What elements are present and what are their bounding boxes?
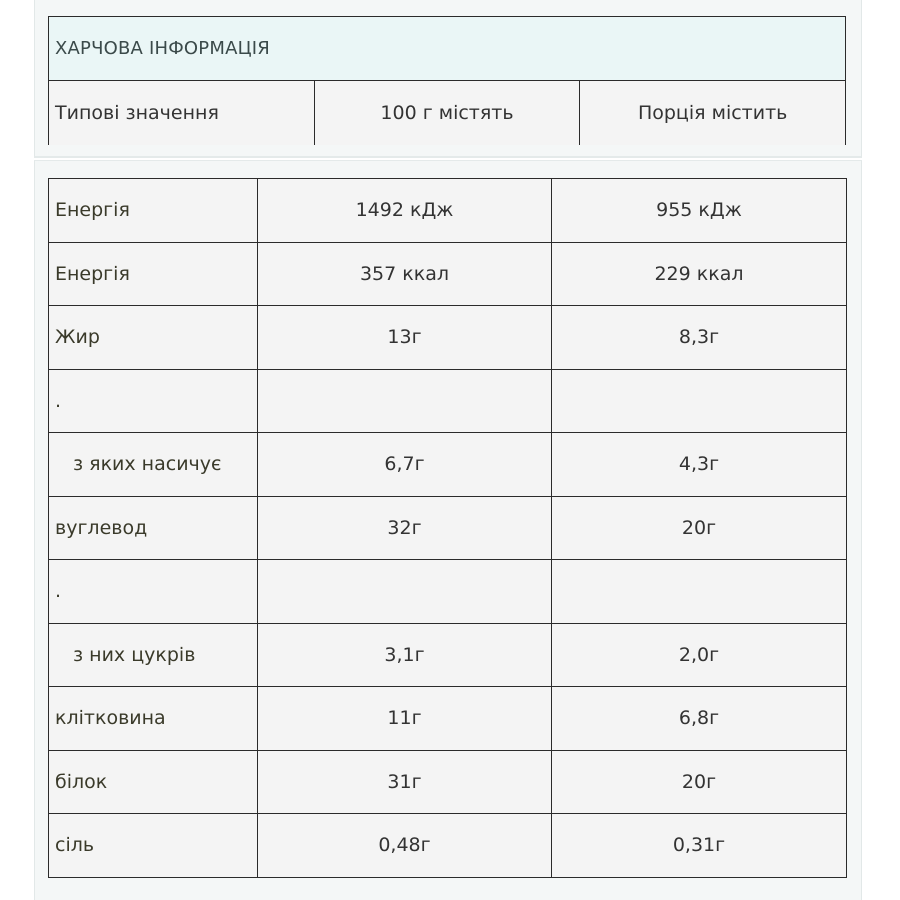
value-per-100g: 6,7г xyxy=(258,433,552,497)
value-per-serving: 955 кДж xyxy=(552,179,847,243)
table-row xyxy=(49,687,847,751)
value-per-100g: 0,48г xyxy=(258,814,552,878)
nutrient-label: клітковина xyxy=(49,687,258,751)
column-header-typical-values: Типові значення xyxy=(49,81,315,145)
value-per-100g: 11г xyxy=(258,687,552,751)
value-per-serving: 2,0г xyxy=(552,623,847,687)
table-row xyxy=(49,242,847,306)
value-per-100g xyxy=(258,369,552,433)
nutrition-table xyxy=(48,178,847,878)
table-row xyxy=(49,496,847,560)
nutrition-table-body xyxy=(49,179,847,878)
value-per-serving: 20г xyxy=(552,750,847,814)
nutrient-label: з яких насичує xyxy=(49,433,258,497)
value-per-100g: 3,1г xyxy=(258,623,552,687)
column-header-row xyxy=(49,81,846,145)
table-row xyxy=(49,814,847,878)
column-header-per-100g: 100 г містять xyxy=(314,81,580,145)
value-per-100g xyxy=(258,560,552,624)
table-row xyxy=(49,369,847,433)
table-row xyxy=(49,306,847,370)
value-per-100g: 32г xyxy=(258,496,552,560)
table-row xyxy=(49,750,847,814)
nutrition-title: ХАРЧОВА ІНФОРМАЦІЯ xyxy=(49,17,846,81)
value-per-100g: 1492 кДж xyxy=(258,179,552,243)
nutrient-label: . xyxy=(49,369,258,433)
value-per-100g: 31г xyxy=(258,750,552,814)
nutrition-header-table xyxy=(48,16,846,145)
nutrient-label: Енергія xyxy=(49,179,258,243)
value-per-serving: 0,31г xyxy=(552,814,847,878)
value-per-serving xyxy=(552,560,847,624)
value-per-serving: 4,3г xyxy=(552,433,847,497)
value-per-serving: 8,3г xyxy=(552,306,847,370)
nutrient-label: білок xyxy=(49,750,258,814)
value-per-serving xyxy=(552,369,847,433)
nutrient-label: Жир xyxy=(49,306,258,370)
nutrient-label: . xyxy=(49,560,258,624)
value-per-serving: 20г xyxy=(552,496,847,560)
nutrient-label: Енергія xyxy=(49,242,258,306)
table-row xyxy=(49,623,847,687)
title-row xyxy=(49,17,846,81)
value-per-serving: 229 ккал xyxy=(552,242,847,306)
table-row xyxy=(49,179,847,243)
value-per-100g: 357 ккал xyxy=(258,242,552,306)
nutrient-label: сіль xyxy=(49,814,258,878)
value-per-100g: 13г xyxy=(258,306,552,370)
table-row xyxy=(49,433,847,497)
column-header-per-serving: Порція містить xyxy=(580,81,846,145)
nutrient-label: вуглевод xyxy=(49,496,258,560)
nutrient-label: з них цукрів xyxy=(49,623,258,687)
value-per-serving: 6,8г xyxy=(552,687,847,751)
table-row xyxy=(49,560,847,624)
